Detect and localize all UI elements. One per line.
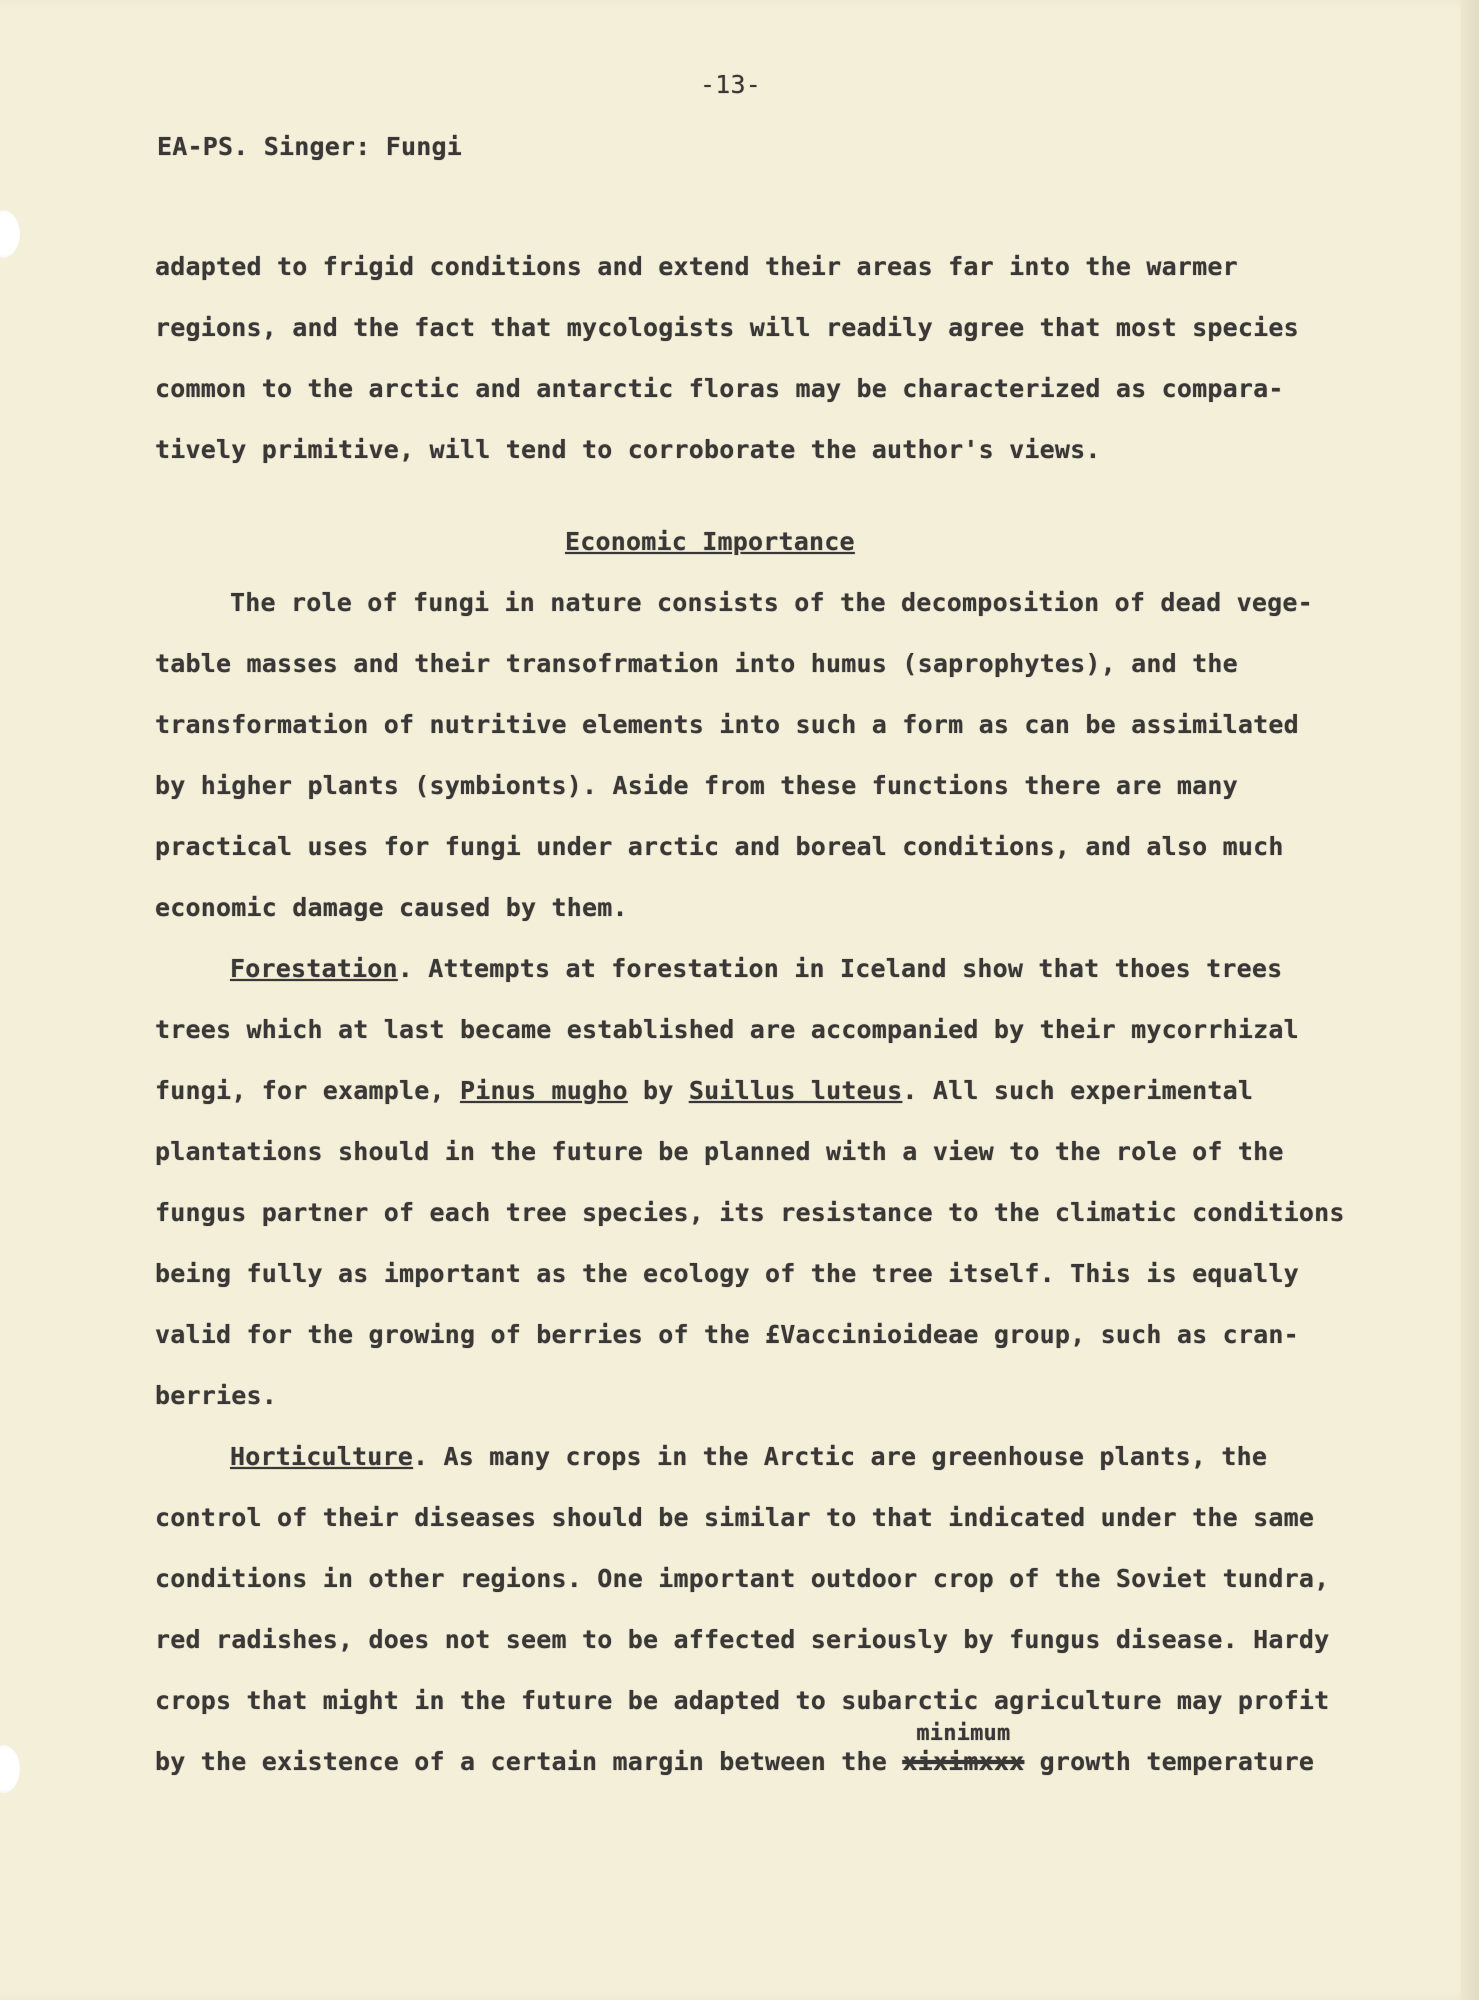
body-text: . All such experimental (902, 1076, 1254, 1105)
body-line: berries. (155, 1381, 278, 1410)
struck-word: xiximxxx (902, 1747, 1025, 1776)
inserted-word: minimum (916, 1721, 1011, 1746)
body-line: table masses and their transofrmation into humus (saprophytes), and the (155, 649, 1238, 678)
species-name: Pinus mugho (460, 1076, 628, 1105)
body-line: plantations should in the future be planned with a view to the role of the (155, 1137, 1284, 1166)
correction (902, 1721, 1025, 1776)
body-line: common to the arctic and antarctic floras may be characterized as compara- (155, 374, 1284, 403)
horticulture-first-line (230, 1442, 1267, 1471)
section-heading: Economic Importance (565, 527, 855, 556)
body-text: by (627, 1076, 689, 1105)
running-head: EA-PS. Singer: Fungi (157, 132, 463, 161)
body-text: fungi, for example, (155, 1076, 461, 1105)
body-line: fungus partner of each tree species, its resistance to the climatic conditions (155, 1198, 1345, 1227)
body-line: economic damage caused by them. (155, 893, 628, 922)
punch-hole-bottom (0, 1745, 20, 1793)
body-text: by the existence of a certain margin between the (155, 1747, 903, 1776)
body-line: The role of fungi in nature consists of the decomposition of dead vege- (230, 588, 1313, 617)
forestation-title: Forestation (230, 954, 398, 983)
body-line: transformation of nutritive elements into such a form as can be assimilated (155, 710, 1299, 739)
page-edge (1461, 0, 1479, 2000)
body-line: control of their diseases should be similar to that indicated under the same (155, 1503, 1315, 1532)
body-text: growth temperature (1024, 1747, 1315, 1776)
body-line: conditions in other regions. One important outdoor crop of the Soviet tundra, (155, 1564, 1330, 1593)
body-text: . Attempts at forestation in Iceland show that thoes trees (397, 954, 1283, 983)
body-line: tively primitive, will tend to corroborate the author's views. (155, 435, 1101, 464)
body-line: crops that might in the future be adapted to subarctic agriculture may profit (155, 1686, 1330, 1715)
body-line: trees which at last became established are accompanied by their mycorrhizal (155, 1015, 1299, 1044)
body-line: valid for the growing of berries of the £Vaccinioideae group, such as cran- (155, 1320, 1299, 1349)
punch-hole-top (0, 210, 20, 258)
body-line: red radishes, does not seem to be affected seriously by fungus disease. Hardy (155, 1625, 1330, 1654)
horticulture-last-line (155, 1721, 1315, 1776)
forestation-species-line (155, 1076, 1253, 1105)
body-line: by higher plants (symbionts). Aside from these functions there are many (155, 771, 1238, 800)
body-line: being fully as important as the ecology of the tree itself. This is equally (155, 1259, 1299, 1288)
forestation-first-line (230, 954, 1282, 983)
species-name: Suillus luteus (688, 1076, 903, 1105)
body-line: adapted to frigid conditions and extend their areas far into the warmer (155, 252, 1238, 281)
body-text: . As many crops in the Arctic are greenhouse plants, the (413, 1442, 1268, 1471)
page-number: -13- (700, 70, 762, 99)
body-line: regions, and the fact that mycologists will readily agree that most species (155, 313, 1299, 342)
body-line: practical uses for fungi under arctic and boreal conditions, and also much (155, 832, 1284, 861)
horticulture-title: Horticulture (230, 1442, 414, 1471)
